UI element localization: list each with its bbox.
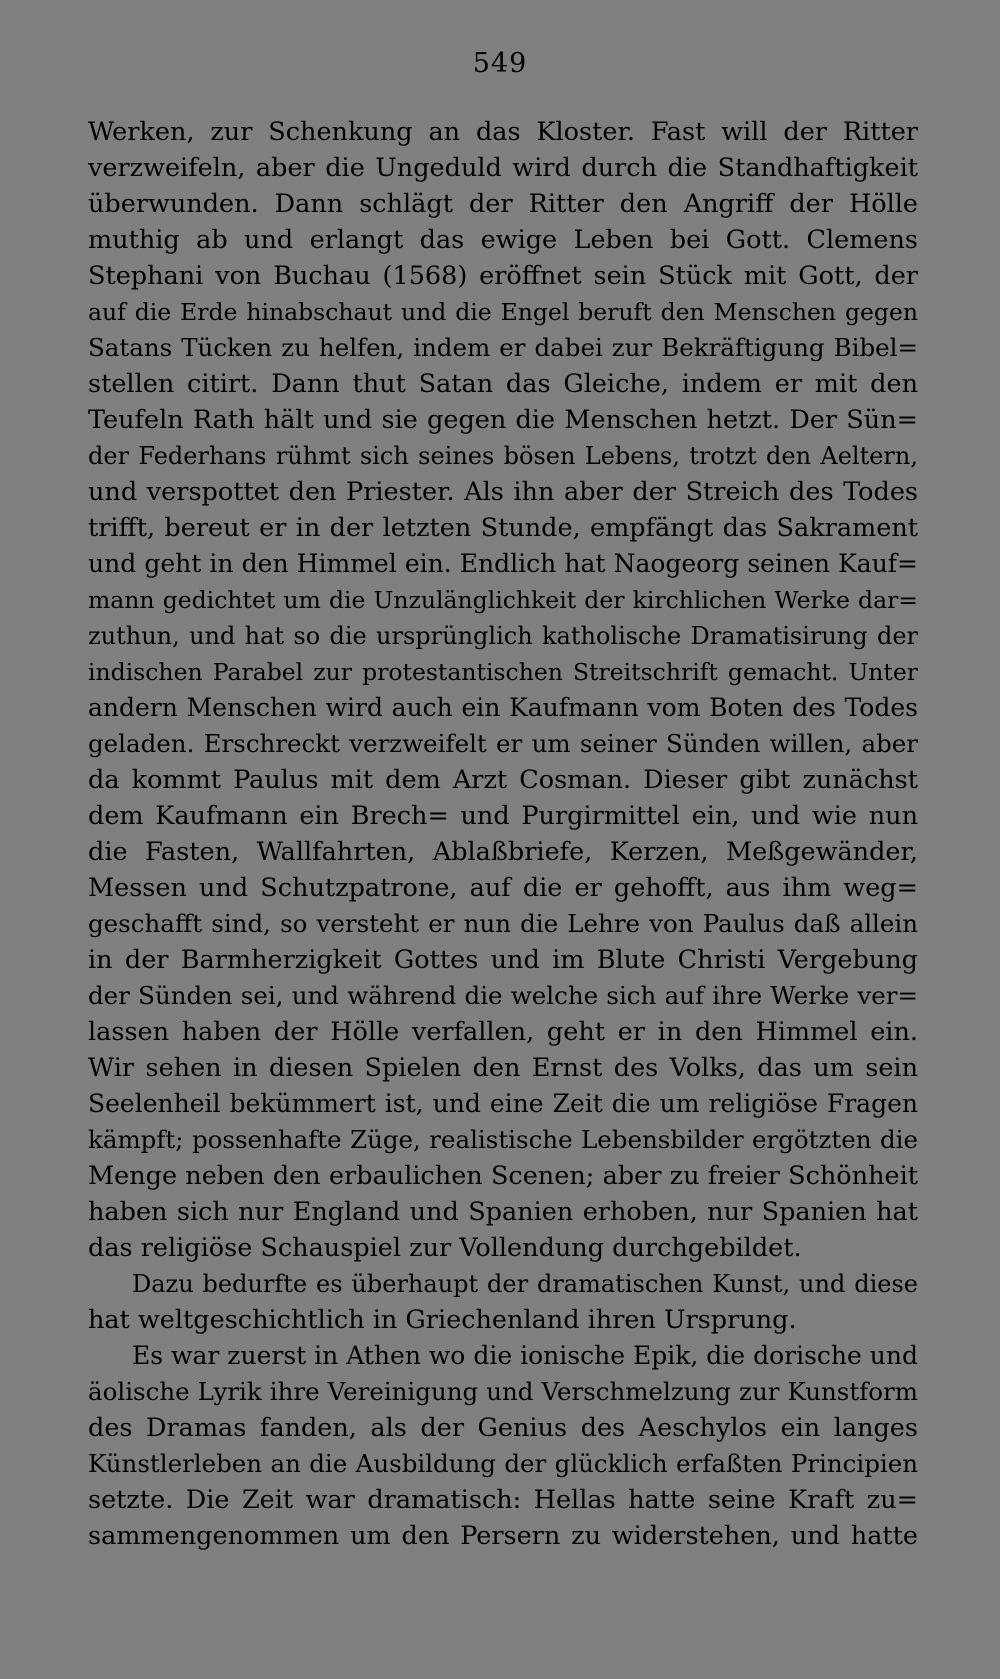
text-line: geschafft sind, so versteht er nun die Lehre von Paulus daß allein (88, 909, 918, 938)
text-line: da kommt Paulus mit dem Arzt Cosman. Dieser gibt zunächst (88, 765, 918, 795)
text-body (88, 114, 918, 1554)
text-line: verzweifeln, aber die Ungeduld wird durch die Standhaftigkeit (88, 153, 918, 183)
text-line: des Dramas fanden, als der Genius des Aeschylos ein langes (88, 1413, 918, 1443)
text-line: haben sich nur England und Spanien erhoben, nur Spanien hat (88, 1197, 918, 1227)
text-line: dem Kaufmann ein Brech= und Purgirmittel ein, und wie nun (88, 801, 918, 831)
text-line: und verspottet den Priester. Als ihn aber der Streich des Todes (88, 477, 918, 507)
text-line: Seelenheil bekümmert ist, und eine Zeit die um religiöse Fragen (88, 1089, 918, 1118)
text-line: das religiöse Schauspiel zur Vollendung durchgebildet. (88, 1233, 802, 1263)
text-line: andern Menschen wird auch ein Kaufmann vom Boten des Todes (88, 693, 918, 722)
text-line: stellen citirt. Dann thut Satan das Gleiche, indem er mit den (88, 369, 918, 399)
text-line: Künstlerleben an die Ausbildung der glücklich erfaßten Principien (88, 1449, 918, 1478)
text-line: setzte. Die Zeit war dramatisch: Hellas hatte seine Kraft zu= (88, 1485, 918, 1515)
text-line: Werken, zur Schenkung an das Kloster. Fast will der Ritter (88, 117, 918, 147)
text-line: Stephani von Buchau (1568) eröffnet sein Stück mit Gott, der (88, 261, 918, 291)
text-line: die Fasten, Wallfahrten, Ablaßbriefe, Kerzen, Meßgewänder, (88, 837, 918, 867)
text-line: geladen. Erschreckt verzweifelt er um seiner Sünden willen, aber (88, 729, 918, 758)
text-line: trifft, bereut er in der letzten Stunde, empfängt das Sakrament (88, 513, 918, 543)
text-line: Wir sehen in diesen Spielen den Ernst des Volks, das um sein (88, 1053, 918, 1083)
text-line: in der Barmherzigkeit Gottes und im Blute Christi Vergebung (88, 945, 918, 975)
text-line: Es war zuerst in Athen wo die ionische Epik, die dorische und (132, 1341, 918, 1370)
text-line: hat weltgeschichtlich in Griechenland ihren Ursprung. (88, 1305, 797, 1335)
text-line: äolische Lyrik ihre Vereinigung und Verschmelzung zur Kunstform (88, 1377, 918, 1406)
text-line: sammengenommen um den Persern zu widerstehen, und hatte (88, 1521, 918, 1551)
text-line: Messen und Schutzpatrone, auf die er gehofft, aus ihm weg= (88, 873, 918, 903)
text-line: mann gedichtet um die Unzulänglichkeit der kirchlichen Werke dar= (88, 586, 918, 614)
text-line: indischen Parabel zur protestantischen Streitschrift gemacht. Unter (88, 658, 918, 686)
text-line: Satans Tücken zu helfen, indem er dabei zur Bekräftigung Bibel= (88, 333, 918, 362)
text-line: der Sünden sei, und während die welche sich auf ihre Werke ver= (88, 981, 918, 1010)
text-line: Dazu bedurfte es überhaupt der dramatischen Kunst, und diese (132, 1270, 918, 1298)
text-line: Menge neben den erbaulichen Scenen; aber zu freier Schönheit (88, 1161, 918, 1191)
text-line: muthig ab und erlangt das ewige Leben bei Gott. Clemens (88, 225, 918, 255)
page-number: 549 (472, 48, 528, 79)
text-line: auf die Erde hinabschaut und die Engel beruft den Menschen gegen (88, 298, 918, 326)
text-line: und geht in den Himmel ein. Endlich hat Naogeorg seinen Kauf= (88, 549, 918, 578)
text-line: kämpft; possenhafte Züge, realistische Lebensbilder ergötzten die (88, 1125, 918, 1154)
text-line: der Federhans rühmt sich seines bösen Lebens, trotzt den Aeltern, (88, 442, 918, 470)
text-line: Teufeln Rath hält und sie gegen die Menschen hetzt. Der Sün= (88, 405, 918, 435)
text-line: lassen haben der Hölle verfallen, geht er in den Himmel ein. (88, 1017, 918, 1047)
text-line: überwunden. Dann schlägt der Ritter den Angriff der Hölle (88, 189, 918, 219)
text-line: zuthun, und hat so die ursprünglich katholische Dramatisirung der (88, 622, 918, 650)
